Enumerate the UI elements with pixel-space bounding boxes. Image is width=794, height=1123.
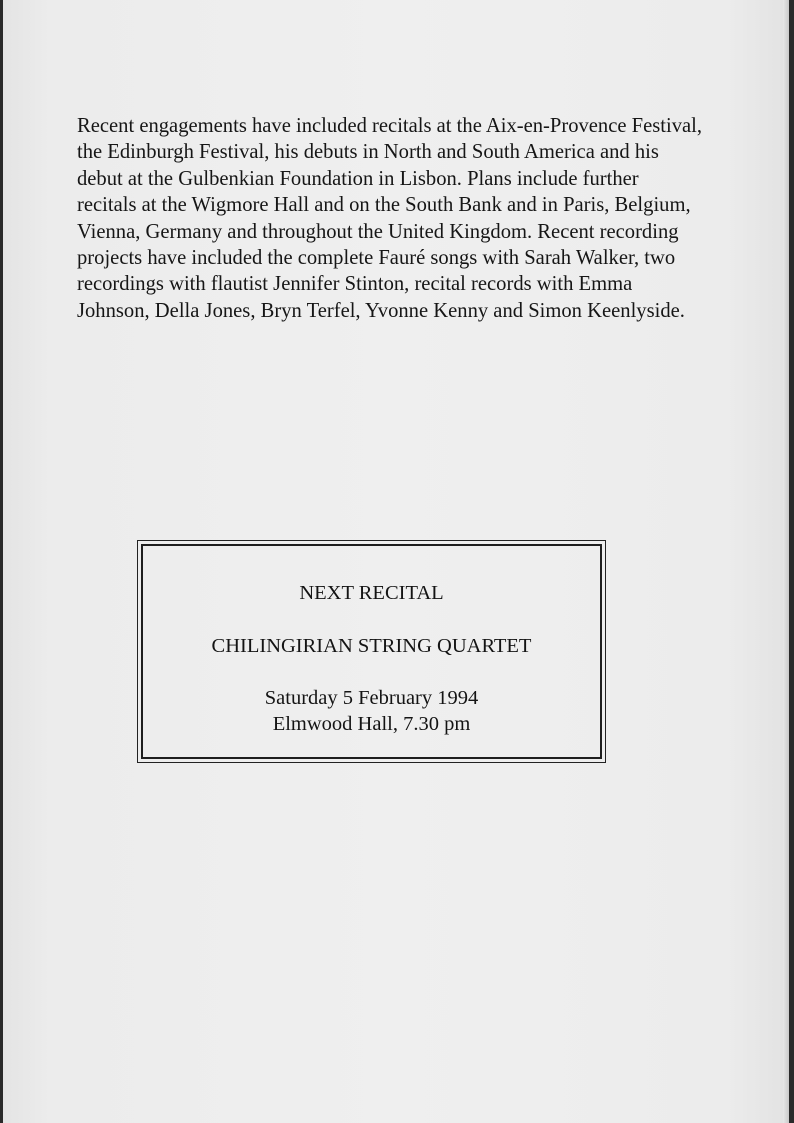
paragraph-line: Vienna, Germany and throughout the United Kingdom. Recent recording (77, 220, 679, 243)
paragraph-line: Recent engagements have included recitals at the Aix-en-Provence Festival, (77, 115, 703, 137)
paragraph-line: recitals at the Wigmore Hall and on the South Bank and in Paris, Belgium, (77, 194, 691, 217)
page-edge-shadow (783, 0, 789, 1123)
paragraph-line: recordings with flautist Jennifer Stinton, recital records with Emma (77, 273, 633, 296)
next-recital-box (137, 540, 606, 763)
page (3, 0, 789, 1123)
paragraph-line: debut at the Gulbenkian Foundation in Lisbon. Plans include further (77, 167, 639, 190)
recital-date: Saturday 5 February 1994 (264, 687, 479, 709)
next-recital-inner-border (141, 544, 602, 759)
recital-venue-time: Elmwood Hall, 7.30 pm (272, 713, 471, 735)
paragraph-line: the Edinburgh Festival, his debuts in North and South America and his (77, 141, 659, 164)
ensemble-name: CHILINGIRIAN STRING QUARTET (211, 635, 532, 657)
paragraph-line: Johnson, Della Jones, Bryn Terfel, Yvonne Kenny and Simon Keenlyside. (77, 299, 685, 322)
biography-paragraph (77, 113, 777, 324)
paragraph-line: projects have included the complete Fauré songs with Sarah Walker, two (77, 247, 676, 270)
next-recital-heading: NEXT RECITAL (299, 582, 444, 604)
